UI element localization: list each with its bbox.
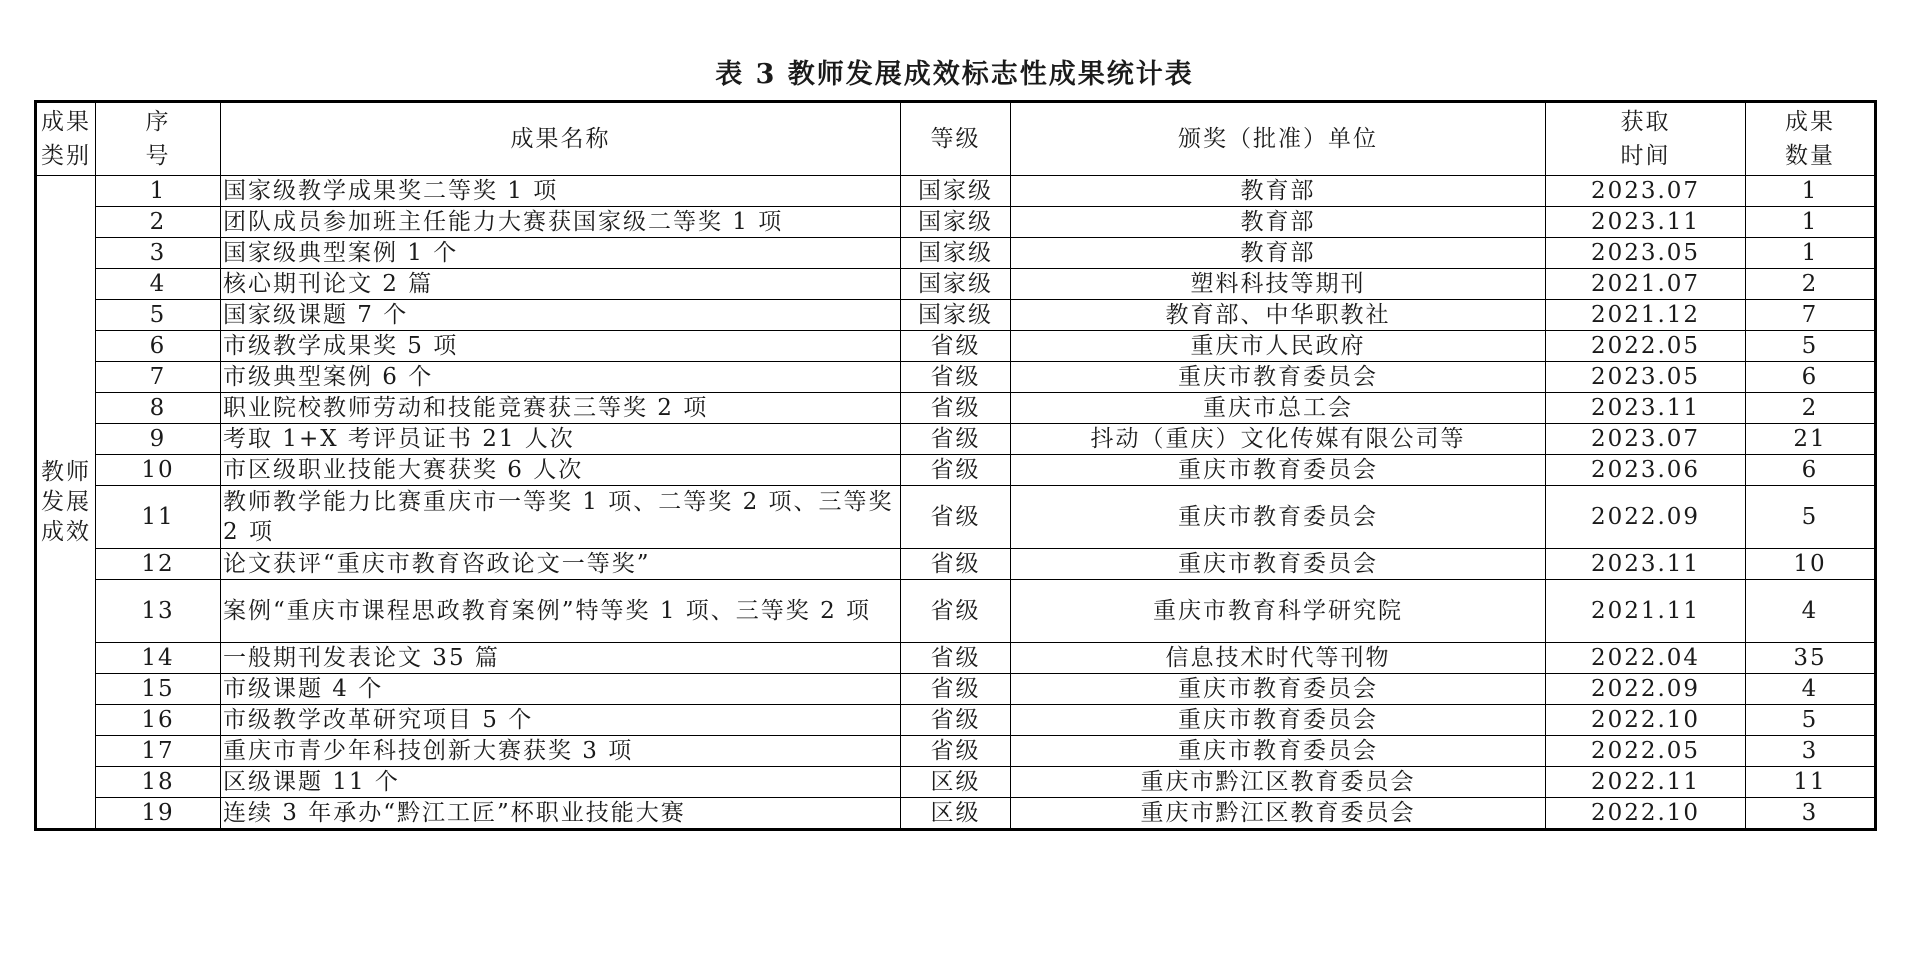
obtain-time: 2023.05 (1546, 362, 1746, 393)
row-index: 5 (96, 300, 221, 331)
row-index: 18 (96, 767, 221, 798)
obtain-time: 2022.05 (1546, 331, 1746, 362)
achievement-level: 省级 (901, 549, 1011, 580)
achievement-level: 区级 (901, 767, 1011, 798)
achievement-level: 省级 (901, 643, 1011, 674)
achievement-count: 6 (1746, 362, 1876, 393)
row-index: 14 (96, 643, 221, 674)
issuing-unit: 教育部 (1011, 176, 1546, 207)
achievement-count: 1 (1746, 238, 1876, 269)
table-row (36, 176, 1876, 207)
obtain-time: 2021.11 (1546, 580, 1746, 643)
obtain-time: 2023.07 (1546, 424, 1746, 455)
achievement-level: 省级 (901, 674, 1011, 705)
issuing-unit: 重庆市黔江区教育委员会 (1011, 798, 1546, 830)
issuing-unit: 重庆市教育委员会 (1011, 736, 1546, 767)
table-row (36, 424, 1876, 455)
achievement-name: 一般期刊发表论文 35 篇 (221, 643, 901, 674)
achievement-level: 国家级 (901, 269, 1011, 300)
achievement-count: 5 (1746, 705, 1876, 736)
category-cell (36, 176, 96, 830)
header-level: 等级 (901, 102, 1011, 176)
issuing-unit: 重庆市人民政府 (1011, 331, 1546, 362)
table-row (36, 455, 1876, 486)
table-row (36, 486, 1876, 549)
obtain-time: 2023.07 (1546, 176, 1746, 207)
obtain-time: 2021.12 (1546, 300, 1746, 331)
achievement-count: 2 (1746, 393, 1876, 424)
issuing-unit: 塑料科技等期刊 (1011, 269, 1546, 300)
achievement-level: 省级 (901, 424, 1011, 455)
row-index: 17 (96, 736, 221, 767)
issuing-unit: 抖动（重庆）文化传媒有限公司等 (1011, 424, 1546, 455)
achievement-name: 团队成员参加班主任能力大赛获国家级二等奖 1 项 (221, 207, 901, 238)
category-text: 成效 (41, 519, 91, 545)
achievement-level: 区级 (901, 798, 1011, 830)
header-category: 成果 类别 (36, 102, 96, 176)
issuing-unit: 重庆市教育科学研究院 (1011, 580, 1546, 643)
achievement-level: 国家级 (901, 300, 1011, 331)
achievement-name: 论文获评“重庆市教育咨政论文一等奖” (221, 549, 901, 580)
achievement-name: 区级课题 11 个 (221, 767, 901, 798)
issuing-unit: 重庆市黔江区教育委员会 (1011, 767, 1546, 798)
achievement-level: 省级 (901, 736, 1011, 767)
table-row (36, 549, 1876, 580)
header-unit: 颁奖（批准）单位 (1011, 102, 1546, 176)
achievement-count: 4 (1746, 580, 1876, 643)
table-row (36, 767, 1876, 798)
issuing-unit: 重庆市教育委员会 (1011, 705, 1546, 736)
obtain-time: 2022.10 (1546, 705, 1746, 736)
category-text: 发展 (41, 489, 91, 515)
issuing-unit: 教育部、中华职教社 (1011, 300, 1546, 331)
header-index: 序 号 (96, 102, 221, 176)
obtain-time: 2022.05 (1546, 736, 1746, 767)
achievement-name: 市级课题 4 个 (221, 674, 901, 705)
obtain-time: 2021.07 (1546, 269, 1746, 300)
row-index: 10 (96, 455, 221, 486)
obtain-time: 2023.11 (1546, 207, 1746, 238)
table-row (36, 362, 1876, 393)
achievement-name: 市区级职业技能大赛获奖 6 人次 (221, 455, 901, 486)
achievement-name: 重庆市青少年科技创新大赛获奖 3 项 (221, 736, 901, 767)
row-index: 13 (96, 580, 221, 643)
obtain-time: 2023.06 (1546, 455, 1746, 486)
issuing-unit: 教育部 (1011, 207, 1546, 238)
row-index: 6 (96, 331, 221, 362)
achievement-name: 连续 3 年承办“黔江工匠”杯职业技能大赛 (221, 798, 901, 830)
issuing-unit: 教育部 (1011, 238, 1546, 269)
row-index: 19 (96, 798, 221, 830)
header-count: 成果 数量 (1746, 102, 1876, 176)
row-index: 2 (96, 207, 221, 238)
issuing-unit: 重庆市教育委员会 (1011, 455, 1546, 486)
row-index: 7 (96, 362, 221, 393)
obtain-time: 2022.10 (1546, 798, 1746, 830)
achievement-level: 省级 (901, 455, 1011, 486)
table-row (36, 736, 1876, 767)
table-row (36, 580, 1876, 643)
header-name: 成果名称 (221, 102, 901, 176)
table-row (36, 643, 1876, 674)
header-time: 获取 时间 (1546, 102, 1746, 176)
achievement-count: 6 (1746, 455, 1876, 486)
achievement-name: 市级教学改革研究项目 5 个 (221, 705, 901, 736)
achievement-name: 职业院校教师劳动和技能竞赛获三等奖 2 项 (221, 393, 901, 424)
achievement-level: 省级 (901, 393, 1011, 424)
achievement-level: 省级 (901, 705, 1011, 736)
row-index: 16 (96, 705, 221, 736)
achievement-name: 考取 1+X 考评员证书 21 人次 (221, 424, 901, 455)
achievement-count: 3 (1746, 736, 1876, 767)
header-row (36, 102, 1876, 176)
achievement-count: 11 (1746, 767, 1876, 798)
category-text: 教师 (41, 459, 91, 485)
table-row (36, 705, 1876, 736)
achievement-name: 国家级教学成果奖二等奖 1 项 (221, 176, 901, 207)
achievement-name: 市级典型案例 6 个 (221, 362, 901, 393)
achievement-name: 市级教学成果奖 5 项 (221, 331, 901, 362)
issuing-unit: 重庆市总工会 (1011, 393, 1546, 424)
row-index: 8 (96, 393, 221, 424)
obtain-time: 2022.04 (1546, 643, 1746, 674)
obtain-time: 2022.09 (1546, 674, 1746, 705)
table-row (36, 207, 1876, 238)
row-index: 9 (96, 424, 221, 455)
row-index: 11 (96, 486, 221, 549)
table-row (36, 798, 1876, 830)
issuing-unit: 重庆市教育委员会 (1011, 549, 1546, 580)
obtain-time: 2023.05 (1546, 238, 1746, 269)
achievement-count: 5 (1746, 486, 1876, 549)
table-row (36, 393, 1876, 424)
achievement-count: 1 (1746, 176, 1876, 207)
achievement-level: 省级 (901, 362, 1011, 393)
table-row (36, 269, 1876, 300)
obtain-time: 2022.11 (1546, 767, 1746, 798)
achievement-level: 国家级 (901, 176, 1011, 207)
issuing-unit: 重庆市教育委员会 (1011, 486, 1546, 549)
achievement-count: 5 (1746, 331, 1876, 362)
obtain-time: 2022.09 (1546, 486, 1746, 549)
achievement-level: 省级 (901, 580, 1011, 643)
achievement-level: 国家级 (901, 238, 1011, 269)
row-index: 15 (96, 674, 221, 705)
issuing-unit: 信息技术时代等刊物 (1011, 643, 1546, 674)
achievement-count: 7 (1746, 300, 1876, 331)
achievement-level: 省级 (901, 486, 1011, 549)
row-index: 3 (96, 238, 221, 269)
obtain-time: 2023.11 (1546, 549, 1746, 580)
achievement-count: 3 (1746, 798, 1876, 830)
table-row (36, 674, 1876, 705)
achievement-name: 教师教学能力比赛重庆市一等奖 1 项、二等奖 2 项、三等奖 2 项 (221, 486, 901, 549)
row-index: 1 (96, 176, 221, 207)
achievement-name: 国家级典型案例 1 个 (221, 238, 901, 269)
achievement-name: 国家级课题 7 个 (221, 300, 901, 331)
achievement-count: 35 (1746, 643, 1876, 674)
achievement-count: 21 (1746, 424, 1876, 455)
achievement-count: 2 (1746, 269, 1876, 300)
issuing-unit: 重庆市教育委员会 (1011, 674, 1546, 705)
achievement-name: 核心期刊论文 2 篇 (221, 269, 901, 300)
achievement-table (34, 100, 1877, 831)
table-title: 表 3 教师发展成效标志性成果统计表 (715, 59, 1194, 90)
row-index: 4 (96, 269, 221, 300)
achievement-name: 案例“重庆市课程思政教育案例”特等奖 1 项、三等奖 2 项 (221, 580, 901, 643)
achievement-level: 省级 (901, 331, 1011, 362)
achievement-count: 1 (1746, 207, 1876, 238)
achievement-level: 国家级 (901, 207, 1011, 238)
obtain-time: 2023.11 (1546, 393, 1746, 424)
row-index: 12 (96, 549, 221, 580)
table-row (36, 300, 1876, 331)
table-row (36, 331, 1876, 362)
issuing-unit: 重庆市教育委员会 (1011, 362, 1546, 393)
achievement-count: 10 (1746, 549, 1876, 580)
achievement-count: 4 (1746, 674, 1876, 705)
table-row (36, 238, 1876, 269)
